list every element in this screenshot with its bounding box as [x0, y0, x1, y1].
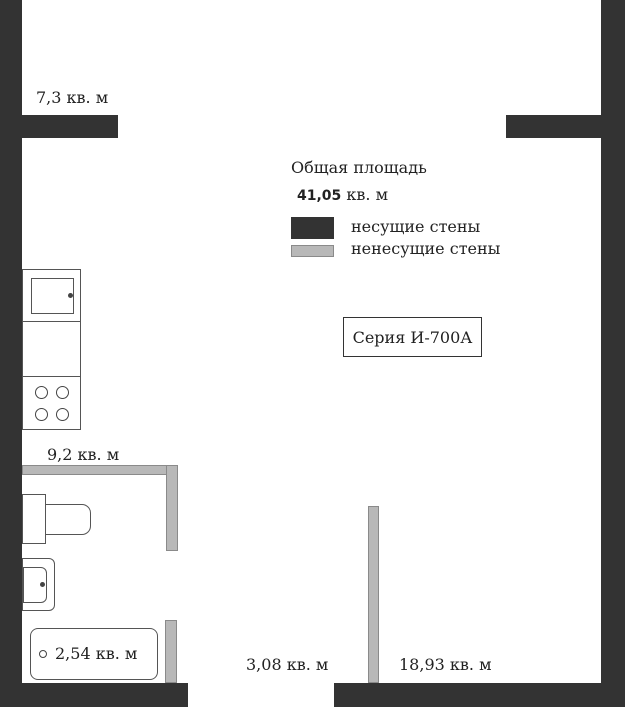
total-area-unit: кв. м	[346, 185, 389, 204]
total-area-value: 41,05	[297, 188, 342, 204]
series-label: Серия И-700А	[343, 317, 482, 357]
kitchen-partition-vertical	[166, 465, 178, 551]
burner-icon	[35, 386, 48, 399]
kitchen-sink	[22, 269, 81, 322]
total-area-title: Общая площадь	[291, 158, 427, 177]
toilet-tank	[22, 494, 46, 544]
bathroom-area-label: 2,54 кв. м	[55, 644, 138, 663]
hallway-area-label: 3,08 кв. м	[246, 655, 329, 674]
burner-icon	[56, 408, 69, 421]
total-area-line	[297, 185, 388, 204]
stove	[22, 376, 81, 430]
kitchen-counter	[22, 321, 81, 377]
room-area-label: 18,93 кв. м	[399, 655, 492, 674]
room-partition	[368, 506, 379, 683]
bathroom-partition	[165, 620, 177, 683]
toilet-bowl	[45, 504, 91, 535]
bottom-wall-right	[334, 683, 625, 707]
burner-icon	[35, 408, 48, 421]
balcony-area-label: 7,3 кв. м	[36, 88, 109, 107]
bathtub-drain-icon	[39, 650, 47, 658]
balcony-wall-left	[0, 115, 118, 138]
non-bearing-wall-swatch	[291, 245, 334, 257]
bottom-wall-left	[0, 683, 188, 707]
right-outer-wall	[601, 0, 625, 707]
kitchen-area-label: 9,2 кв. м	[47, 445, 120, 464]
washbasin	[22, 558, 55, 611]
kitchen-partition-horizontal	[22, 465, 178, 475]
burner-icon	[56, 386, 69, 399]
legend-non-bearing-label: ненесущие стены	[351, 239, 501, 258]
washbasin-drain-dot	[40, 582, 45, 587]
bearing-wall-swatch	[291, 217, 334, 239]
balcony-wall-right	[506, 115, 625, 138]
sink-drain-dot	[68, 293, 73, 298]
legend-bearing-label: несущие стены	[351, 217, 481, 236]
left-outer-wall	[0, 0, 22, 707]
